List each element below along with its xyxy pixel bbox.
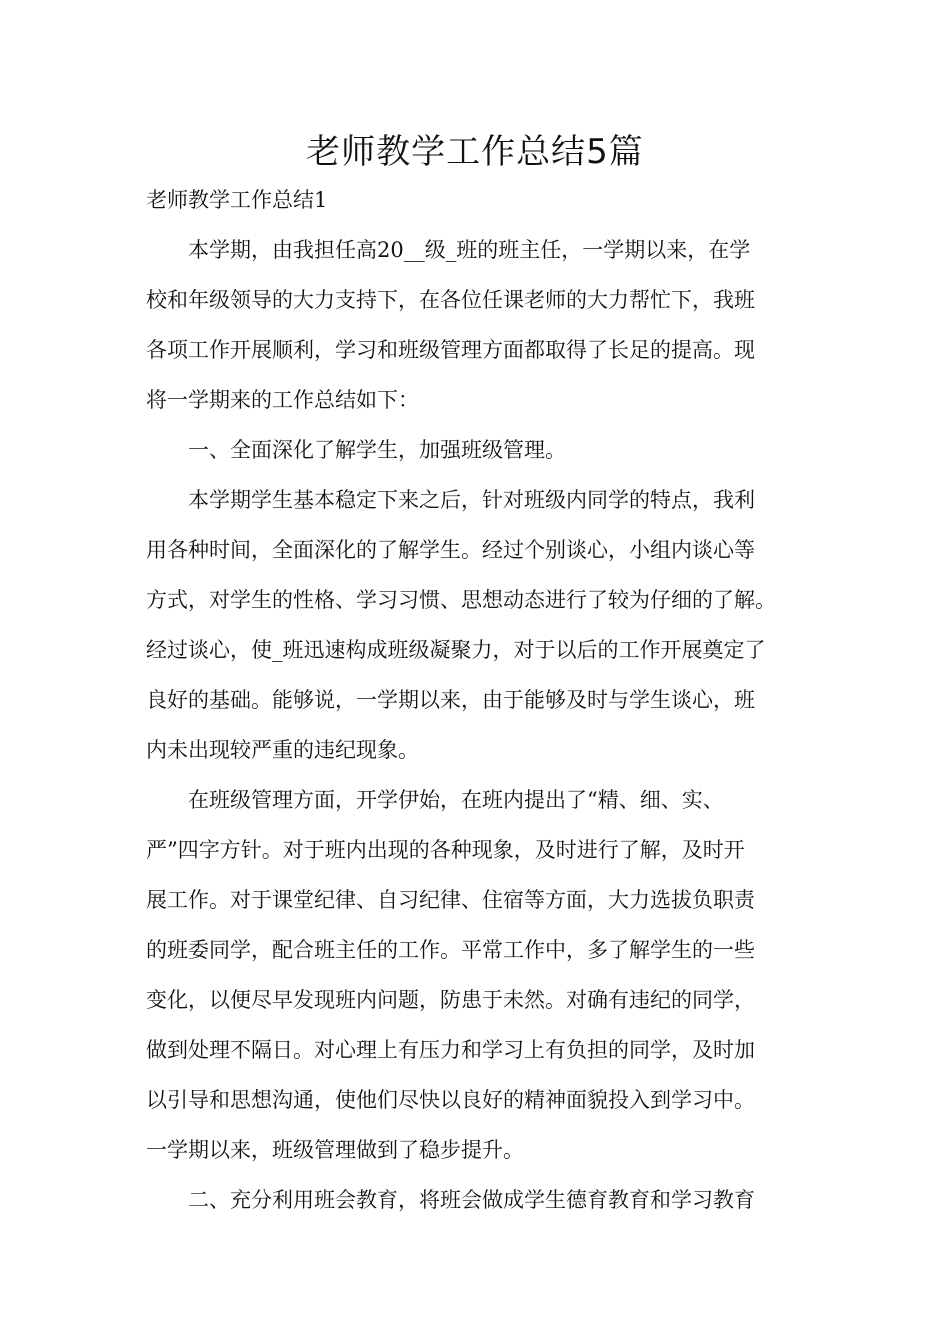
body-line: 本学期，由我担任高20__级_班的班主任，一学期以来，在学 xyxy=(146,238,751,262)
body-line: 严”四字方针。对于班内出现的各种现象，及时进行了解，及时开 xyxy=(146,838,745,862)
body-line: 的班委同学，配合班主任的工作。平常工作中，多了解学生的一些 xyxy=(146,938,755,962)
body-line: 将一学期来的工作总结如下： xyxy=(146,388,419,412)
body-line: 在班级管理方面，开学伊始，在班内提出了“精、细、实、 xyxy=(146,788,724,812)
body-line: 良好的基础。能够说，一学期以来，由于能够及时与学生谈心，班 xyxy=(146,688,755,712)
body-line: 一学期以来，班级管理做到了稳步提升。 xyxy=(146,1138,524,1162)
body-line: 内未出现较严重的违纪现象。 xyxy=(146,738,419,762)
body-line: 用各种时间，全面深化的了解学生。经过个别谈心，小组内谈心等 xyxy=(146,538,755,562)
body-line: 校和年级领导的大力支持下，在各位任课老师的大力帮忙下，我班 xyxy=(146,288,755,312)
body-line: 变化，以便尽早发现班内问题，防患于未然。对确有违纪的同学， xyxy=(146,988,755,1012)
body-line: 二、充分利用班会教育，将班会做成学生德育教育和学习教育 xyxy=(146,1188,755,1212)
body-line: 经过谈心，使_班迅速构成班级凝聚力，对于以后的工作开展奠定了 xyxy=(146,638,766,662)
body-line: 做到处理不隔日。对心理上有压力和学习上有负担的同学，及时加 xyxy=(146,1038,755,1062)
document-title: 老师教学工作总结5篇 xyxy=(306,132,644,172)
body-line: 各项工作开展顺利，学习和班级管理方面都取得了长足的提高。现 xyxy=(146,338,755,362)
body-line: 一、全面深化了解学生，加强班级管理。 xyxy=(146,438,566,462)
body-line: 以引导和思想沟通，使他们尽快以良好的精神面貌投入到学习中。 xyxy=(146,1088,755,1112)
body-line: 方式，对学生的性格、学习习惯、思想动态进行了较为仔细的了解。 xyxy=(146,588,776,612)
body-line: 本学期学生基本稳定下来之后，针对班级内同学的特点，我利 xyxy=(146,488,755,512)
section-heading: 老师教学工作总结1 xyxy=(146,188,328,212)
body-line: 展工作。对于课堂纪律、自习纪律、住宿等方面，大力选拔负职责 xyxy=(146,888,755,912)
